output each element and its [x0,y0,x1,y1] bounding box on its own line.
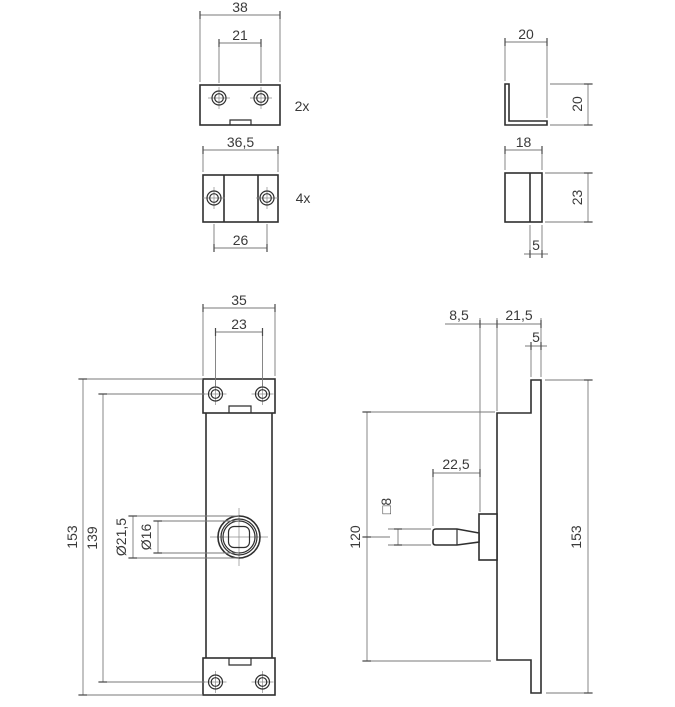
dim-width-20 [505,26,547,118]
extension-lines [505,154,542,170]
dim-label: 23 [569,189,585,206]
angle-bracket-outline [505,84,547,125]
plate-bottom-block [203,658,275,695]
spindle [433,529,479,545]
dim-label: 21 [232,27,248,43]
extension-lines [388,529,431,545]
dim-label: 153 [64,525,80,549]
dim-label: 38 [232,0,248,15]
extension-lines [219,47,261,83]
dim-label: 5 [532,237,540,253]
dim-label: 139 [84,526,100,550]
dim-height-23 [545,173,593,222]
extension-lines [203,154,278,172]
dim-label: 153 [568,525,584,549]
dim-label: 20 [569,96,585,112]
dim-label: □8 [378,497,394,515]
dim-spindle-square [378,498,431,545]
spindle-boss [479,514,497,560]
dim-label: Ø16 [138,523,154,551]
dim-plate-thickness-5 [525,329,547,377]
front-view [64,292,275,695]
dim-lip-5 [524,225,548,258]
side-profile-outline [497,380,541,693]
part-angle-bracket-view [505,26,593,125]
dim-label: Ø21,5 [113,517,129,557]
dim-height-153-side [545,380,593,693]
part-strike-plate-view [200,0,309,125]
strike-plate-outline [200,85,280,125]
dim-label-depth: 21,5 [505,307,533,323]
dim-label: 23 [231,316,247,332]
extension-lines [505,46,547,118]
dim-spindle-length [433,456,480,526]
dim-hole-spacing-21 [219,27,261,83]
dim-label: 22,5 [442,456,470,472]
quantity-label: 4x [295,190,311,206]
dim-label: 120 [347,525,363,549]
dim-label-boss-offset: 8,5 [449,307,469,323]
dim-label: 5 [532,329,540,345]
dim-label: 35 [231,292,247,308]
dim-width-35 [203,292,275,376]
dim-label: 36,5 [226,134,255,150]
quantity-label: 2x [294,98,310,114]
part-spacer-block-view [203,134,310,252]
dim-label: 18 [515,134,532,150]
dim-width-36-5 [203,134,278,172]
dim-label: 20 [518,26,534,42]
side-view [347,307,593,693]
dim-hole-spacing-23 [216,316,263,386]
dim-label: 26 [232,232,249,248]
end-cap-outline [505,173,542,222]
dim-hole-spacing-26 [214,224,267,252]
part-end-cap-view [505,134,593,258]
dim-width-18 [505,134,542,170]
turn-knob [210,508,268,566]
plate-top-block [203,379,275,413]
dim-height-20 [550,84,593,125]
